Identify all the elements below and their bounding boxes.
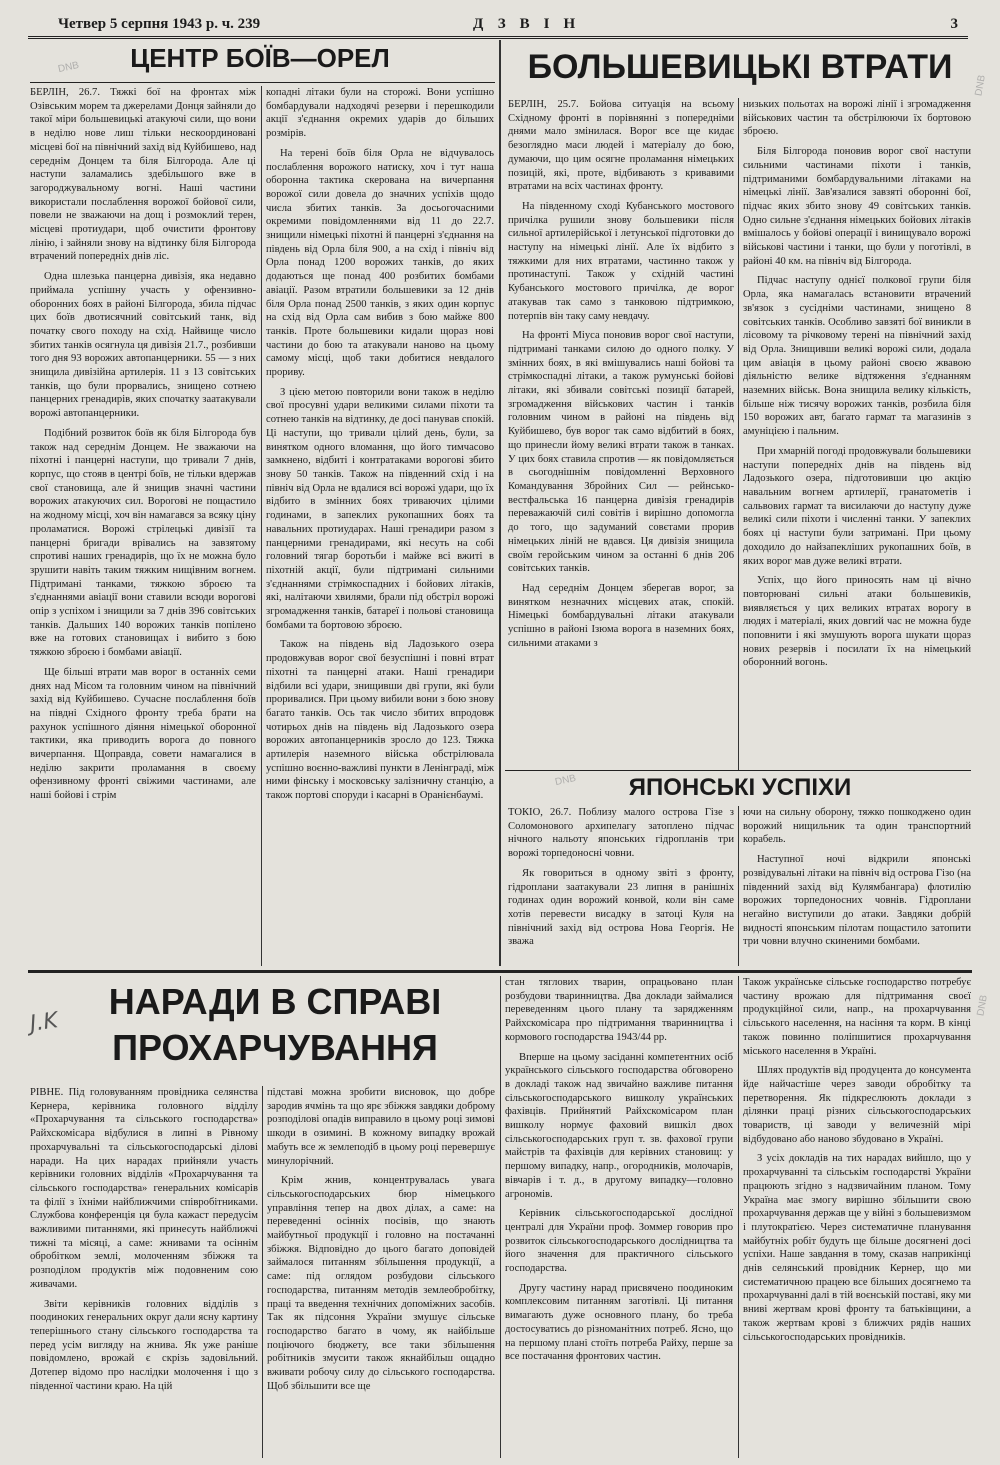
paragraph: копадні літаки були на сторожі. Вони успішно бомбардували надходячі резерви і перешкодили акції з'єднання окремих ударів до більших розмірів.	[266, 87, 494, 140]
paragraph: Крім жнив, концентрувалась увага сільськогосподарських бюр німецького управління тепер на двох ділах, а саме: на переведенні осінніх посівів, що знають майбутньої продукції і головно на постачанні збіжжя. Відповідно до цього багато доповідей займалося питанням збільшення продукції, а саме: під оглядом розбудови сільського господарства, питанням методів землеобробітку, праці та введення технічних допоміжних засобів. Так як підсоння України змушує сільське господарство багато в чому, як найбільше поціючого бюджету, все таки збільшення робітників змусити також якнайбільш ощадно вживати робочу силу до сільського господарства. Щоб збільшити все ще	[267, 1175, 495, 1392]
paragraph: Керівник сільськогосподарської дослідної централі для України проф. Зоммер говорив про розвиток сільськогосподарського дослідництва та його значення для практичного сільського господарства.	[505, 1208, 733, 1275]
headline-bolshevik-losses: БОЛЬШЕВИЦЬКІ ВТРАТИ	[527, 48, 953, 86]
article4-column2	[267, 1086, 495, 1458]
handwritten-signature: J.K	[28, 1008, 60, 1037]
agency-stamp: DNB	[973, 74, 988, 97]
paragraph: низьких польотах на ворожі лінії і згромадження військових частин та обстрілюючи їх бортовою зброєю.	[743, 99, 971, 138]
paragraph: Як говориться в одному звіті з фронту, гідроплани заатакували 23 липня в ранішніх годинах один ворожий конвой, коли він саме хотів перевести висадку в затоці Куля на північний захід від острова Нова Георгія. Не зважа	[508, 867, 734, 948]
paragraph: З цією метою повторили вони також в неділю свої просувні удари великими силами піхоти та сотнею танків на відтинку, де досі панував спокій. Ці наступи, що тривали цілий день, були, за винятком одного вломання, що його тимчасово замкнено, відбиті і контратаками ворогові збито знову 50 танків. Також на південний схід і на північ від Орла не вдалися всі ворожі удари, що їх відбито в змінних боях триваючих цілими годинами, в запеклих рукопашних боях та навальних протиударах. Наші гренадири разом з панцерними гренадирами, які несуть на собі головний тягар боротьби і майже всі вжиті в піхотній акції, були підтримані сильними з'єднаннями стрімкоспадних і бойових літаків, які, налітаючи хвилями, брали під обстріл ворожі згромадження танків, батареї і польові становища бомбами та бортовою зброєю.	[266, 386, 494, 631]
paragraph: підставі можна зробити висновок, що добре зародив ячмінь та що ярє збіжжя завдяки доброму розподілові опадів виправило в цьому році зимові шкоди в озимині. В кожному випадку врожай мабуть все ж землеподіб в цьому році перевершує минулорічний.	[267, 1087, 495, 1167]
paragraph: РІВНЕ. Під головуванням провідника селянства Кернера, керівника головного відділу «Прохарчування та сільського господарства» Райхскомісара відбулися в липні в Рівному прохарчувальні та сільськогосподарські ділові наради. На цих нарадах прийняли участь керівники головних відділів «Прохарчування та сільського господарства» генеральних комісарів та філії з їхніми найближчими співробітниками. Службова конференція ця була кажаст передусім важливими питаннями, які принесуть найближчі тижні та місяці, а саме: жнивами та осіннім обробітком землі, молоченням збіжжя та розподілом продуктів між подовненим сою живачами.	[30, 1087, 258, 1290]
paragraph: Шлях продуктів від продуцента до консумента йде найчастіше через заводи обробітку та перетворення. Як підкреслюють доклади з ділянки праці різних сільськогосподарських товариств, ці заводи у величезній мірі відбудовано або наново збудовано в Україні.	[743, 1065, 971, 1145]
paragraph: ючи на сильну оборону, тяжко пошкоджено один ворожий нищильник та один транспортний корабель.	[743, 807, 971, 846]
paragraph: Другу частину нарад присвячено поодиноким комплексовим питанням заготівлі. Ці питання вимагають дуже основного плану, бо треба достосуватись до різноманітних потреб. Ясно, що на першому плані стоїть потреба Райху, перше за все постачання фронтових частин.	[505, 1282, 733, 1363]
column-rule	[261, 86, 262, 966]
issue-date: Четвер 5 серпня 1943 р. ч. 239	[58, 16, 261, 32]
paragraph: БЕРЛІН, 26.7. Тяжкі бої на фронтах між Озівським морем та джерелами Донця зайняли до такої міри большевицькі атакуючі сили, що вони в неділю нове лиш тільки нескоординовані місцеві бої на північний захід від Куйбишево, над середнім Донцем та біля Білгорода. Але ці наступи заламались здебільшого вже в загороджувальному вогні. Наші частини використали послаблення ворожої бойової сили, повели не зважаючи на дощ і розмоклий терен, місцеві протиудари, щоб очистити фронтову лінію, і зайняли знову на відтинку біля Білгорода втрачений попередніх днів ліс.	[30, 87, 256, 263]
rule	[30, 82, 495, 83]
paragraph: На терені боїв біля Орла не відчувалось послаблення ворожого натиску, хоч і тут наша оборонна тактика скерована на вичерпання ворожої сили довела до значних успіхів щодо числа збитих танків. За досьогочасними окремими повідомленнями від 11 до 22.7. знищили німецькі піхотні й панцерні з'єднання на південь від Орла біля 900, а на схід і північ від Орла понад 1200 ворожих танків, до яких додаються ще понад 400 розбитих бомбами авіації. Разом втратили большевики за 12 днів біля Орла понад 2500 танків, з яких один корпус на схід від Орла сам вибив з бою майже 800 танків. Проте большевики кидали щораз нові частини до бою та атакували наново на цьому самому місці, щоб таки добитися невдалого прориву.	[266, 147, 494, 379]
page-number: 3	[950, 16, 958, 32]
paragraph: З усіх докладів на тих нарадах вийшло, що у прохарчуванні та сільськім господарстві України працюють згідно з надзвичайним планом. Тому Україна має змогу вирішно збільшити свою прохарчування держав ще у війні з большевизмом і плутократією. Через систематичне планування майбутніх робіт будуть ще більше досягнені досі успіхи. Наше завдання в тому, сказав наприкінці днів селянський провідник Кернер, що ми систематичною працею все більших досягнемо та прохарчуванні далі в тій воєнській поставі, яку ми вниві жертвам крові фронту та батьківщини, а також жертвам крові з ближчих рядів наших сільськогосподарських провідників.	[743, 1153, 971, 1343]
paragraph: Також українське сільське господарство потребує частину врожаю для підтримання своєї продукційної сили, напр., на прохарчування сільського населення, на насіння та корм. В кінці також повинно поліпшитися прохарчування міського населення в Україні.	[743, 977, 971, 1057]
article3-column2	[743, 806, 971, 966]
paragraph: На південному сході Кубанського мостового причілка рушили знову большевики після сильної артилерійської і летунської підготовки до наступу на німецькі лінії. Але їх відбито з тяжкими для них втратами, частинно також у протинаступі. Також у східній частині Кубанського мостового причілка, де ворог атакував так само з танковою підтримкою, потерпів він таку саму невдачу.	[508, 200, 734, 322]
paragraph: Над середнім Донцем зберегав ворог, за винятком незначних місцевих атак, спокій. Німецькі бомбардувальні літаки атакували успішно в районі Ізюма ворога в наземних боях, сильними атаками з	[508, 582, 734, 649]
paragraph: ТОКІО, 26.7. Поблизу малого острова Гізе з Соломонового архипелагу затоплено підчас нічного нальоту японських гідропланів три ворожі торпедоносні човни.	[508, 807, 734, 860]
paragraph: БЕРЛІН, 25.7. Бойова ситуація на всьому Східному фронті в порівнянні з попередніми днями мало змінилася. Ворог все ще кидає безоглядно маси людей і матеріалу до бою, думаючи, що цим осягне проламання німецьких позицій, які, проте, відбивають з кривавими втратами на всіх частинах фронту.	[508, 99, 734, 193]
paragraph: Наступної ночі відкрили японські розвідувальні літаки на північ від острова Гізо (на південний захід від Кулямбангара) флотилію ворожих торпедоносних човнів. Гідроплани негайно виступили до атаки. Завдяки добрій видності японським пілотам пощастило затопити три човни влучно скиненими бомбами.	[743, 854, 971, 948]
column-rule	[499, 40, 501, 966]
article2-column2	[743, 98, 971, 770]
agency-stamp: DNB	[554, 772, 578, 789]
paragraph: Ще більші втрати мав ворог в останніх семи днях над Місом та головним чином на північний захід від Куйбишево. Сучасне послаблення боїв на півдні Східного фронту треба брати на рахунок успішного діяння німецької оборонної тактики, яка приводить ворога до повного вичерпання. Щоправда, совети намагалися в неділю закрити проламання в своєму офензивному фронті свіжими частинами, але наші бойові і стрім	[30, 666, 256, 802]
headline-center-of-battles: ЦЕНТР БОЇВ—ОРЕЛ	[130, 43, 390, 73]
article4-column3	[505, 976, 733, 1458]
column-rule	[738, 976, 739, 1458]
paragraph: На фронті Міуса поновив ворог свої наступи, підтримані танками силою до одного полку. У змінних боях, в які вмішувались наші бойові та стрімкоспадні літаки, а також румунські бойові літаки, які збивали совітські позиції батарей, згромадження військових частин і танків головним чином в районі на південь від Куйбишево, був ворог так само відбитий в боях, що принесли йому великі втрати також в танках. У цих боях ставила спротив — як повідомляється в сьогоднішнім повідомленні Верховного Командування Збройних Сил — рейнсько-вестфальська 16 панцерна дивізія гренадирів переважаючій силі совітів і вирішно допомогла до того, що задуманий совєтами прорив німецьких ліній не вдався. Ця дивізія знищила своїм геройським чином за останні 6 днів 206 совітських танків.	[508, 330, 734, 575]
paragraph: стан тяглових тварин, опрацьовано план розбудови тваринництва. Два доклади займалися переведенням цього плану та зарядженням Райхскомісара про підтримання тваринництва і кормового господарства 1943/44 рр.	[505, 977, 733, 1043]
paragraph: Успіх, що його приносять нам ці вічно повторювані сильні атаки большевиків, виявляється у цих великих втратах ворогу в людях і матеріалі, яких довгий час не можна буде поповнити і які змушують ворога шукати щораз нових резервів і посилати їх на німецький оборонний вогонь.	[743, 575, 971, 669]
article4-column4	[743, 976, 971, 1458]
paragraph: Звіти керівників головних відділів з поодиноких генеральних округ дали ясну картину теперішнього стану сільського господарства та перед усім вигляду на жнива. Як уже раніше повідомлено, врожай є скрізь задовільний. Дотепер відомо про наслідки молочення і що з південної частини краю. На цій	[30, 1298, 258, 1392]
paragraph: При хмарній погоді продовжували большевики наступи попередніх днів на південь від Ладозького озера, підготовивши цю акцію навальним вогнем артилерії, гранатометів і сальвових гармат та висилаючи до наступу дуже великі сили піхоти і численні танки. У запеклих боях ці наступи були затримані. При цьому доходило до найзапекліших рукопашних боїв, в яких ворог мав дуже великі втрати.	[743, 445, 971, 567]
article4-column1	[30, 1086, 258, 1458]
section-divider	[28, 970, 972, 973]
headline-food-meetings-line2: ПРОХАРЧУВАННЯ	[112, 1027, 438, 1068]
column-rule	[262, 1086, 263, 1458]
agency-stamp: DNB	[57, 59, 81, 76]
newspaper-name: ДЗВІН	[473, 16, 590, 32]
article3-column1	[508, 806, 734, 966]
headline-japanese-successes: ЯПОНСЬКІ УСПІХИ	[628, 774, 852, 801]
article2-column1	[508, 98, 734, 770]
paragraph: Одна шлезька панцерна дивізія, яка недавно приймала успішну участь у офензивно-оборонних боях в районі Білгорода, збила підчас цих боїв двотисячний совітський танк, від початку свого походу на схід. Найвище число збитих танків осягнула ця дивізія 21.7., розбивши того дня 93 ворожих автопанцерники. 55 — з них знищила дивізійна артилерія. 11 з 13 совітських танків, що були прорвались, знищено сотнею панцерних гренадирів, яких спочатку заатакували ворожі автопанцерники.	[30, 271, 256, 420]
column-rule	[738, 806, 739, 966]
headline-food-meetings-line1: НАРАДИ В СПРАВІ	[108, 981, 442, 1022]
agency-stamp: DNB	[975, 994, 990, 1017]
column-rule	[738, 98, 739, 770]
article1-column1	[30, 86, 256, 966]
rule	[505, 770, 971, 771]
paragraph: Підчас наступу однієї полкової групи біля Орла, яка намагалась встановити втрачений зв'язок з сусідніми частинами, знищено 8 совітських танків. Особливо завзяті бої виникли в лісовому та річковому терені на північний захід від Орла. Знищивши великі ворожі сили, додала цим авіація в цьому районі своєю жвавою діяльністю велике відтяження з'єднанням наземних військ. Вона знищила велику кількість, більше ніж тисячу ворожих танків, розбила біля 150 ворожих авт, багато гармат та магазинів з амуніцією і пальним.	[743, 275, 971, 438]
column-rule	[500, 976, 501, 1458]
page-header	[28, 14, 968, 39]
article1-column2	[266, 86, 494, 966]
paragraph: Біля Білгорода поновив ворог свої наступи сильними частинами піхоти і танків, підтриманими бомбардувальними літаками на німецькі лінії. Зав'язалися завзяті оборонні бої, підчас яких збито знову 49 совітських танків. Одно сильне з'єднання німецьких бойових літаків вмішалось у бойові операції і винищувало ворожі військові частини і танки, що були у поготівлі, в районі 40 км. на північ від Білгорода.	[743, 146, 971, 267]
paragraph: Вперше на цьому засіданні компетентних осіб українського сільського господарства обговорено в докладі також над звичайно важливе питання сільськогосподарського вишколу українських фахівців. Прийнятий Райхскомісаром план вишколу нормує фаховий вишкіл двох сільськогосподарських груп т. зв. фахової групи майстрів та фахівців для керівних становищ: у першому випадку, напр., огородників, молочарів, вівчарів і т. д., в другому випадку—головно агрономів.	[505, 1051, 733, 1200]
paragraph: Подібний розвиток боїв як біля Білгорода був також над середнім Донцем. Не зважаючи на піхотні і панцерні наступи, що тривали 7 днів, корпус, що стояв в центрі боїв, не тільки вдержав свої становища, але й знищив значні частини ворожих атакуючих сил. Ворогові не пощастило на жодному місці, хоч він намагався за всяку ціну проламатися. Ворожі стрілецькі дивізії та панцерні бригади врівались на завзятому спротиві наших гренадирів, що їх не можна було зрушити навіть таким тяжким нищівним вогнем. Підтримані танками, тяжкою зброєю та з'єднаннями авіації вони ставили всюди ворогові опір з успіхом і знищили за 7 днів 396 совітських танків. Дальших 140 ворожих танків попілено вже на готових становищах і вибито з бою тяжкою зброєю і бомбами авіації.	[30, 427, 256, 659]
paragraph: Також на південь від Ладозького озера продовжував ворог свої безуспішні і повні втрат піхотні та панцерні атаки. Наші гренадири відбили всі удари, знищивши дві групи, які були проривалися. При цьому вибили вони з бою знову багато танків. Ось так число збитих впродовж чотирьох днів на південь від Ладозького озера ворожих автопанцерників зросло до 123. Тяжка артилерія наземного війська обстрілювала успішно воєнно-важливі пункти в Ленінграді, між ними фінську і московську залізничну станцію, а також портові споруди і касарні в Оранієнбаумі.	[266, 639, 494, 802]
